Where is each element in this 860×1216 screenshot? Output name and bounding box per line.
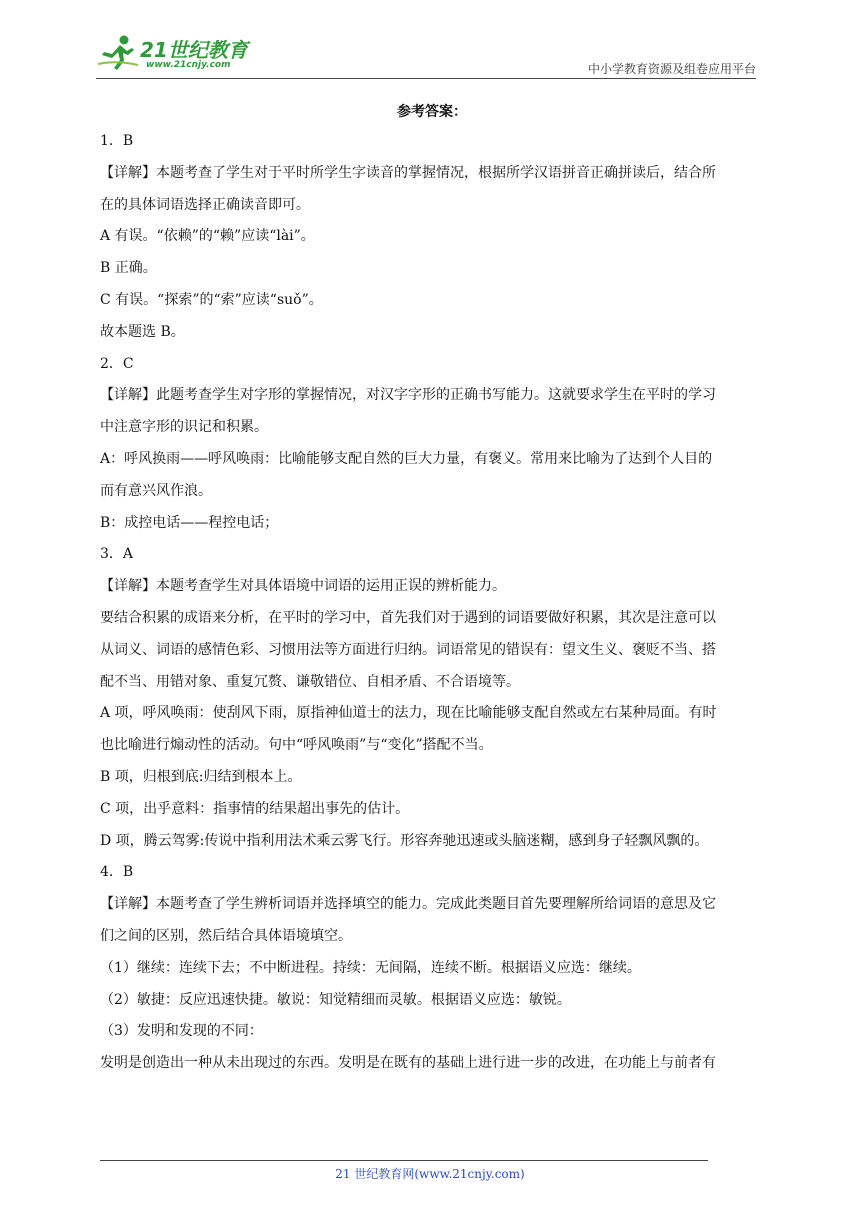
- logo-url-text: www.21cnjy.com: [146, 60, 231, 70]
- text-line: 们之间的区别，然后结合具体语境填空。: [100, 927, 352, 944]
- text-line: B：成控电话——程控电话；: [100, 514, 279, 531]
- text-line: 在的具体词语选择正确读音即可。: [100, 196, 310, 213]
- text-line: 也比喻进行煽动性的活动。句中“呼风唤雨”与“变化”搭配不当。: [100, 737, 493, 754]
- page-header: [96, 30, 756, 78]
- text-line: 4．B: [100, 864, 134, 881]
- header-divider: [96, 78, 756, 79]
- text-line: 1．B: [100, 133, 134, 149]
- text-line: A 项，呼风唤雨：使刮风下雨，原指神仙道士的法力，现在比喻能够支配自然或左右某种局面。有时: [100, 705, 717, 722]
- text-line: B 项，归根到底:归结到根本上。: [100, 768, 302, 785]
- text-line: 配不当、用错对象、重复冗赘、谦敬错位、自相矛盾、不合语境等。: [100, 673, 520, 690]
- runner-logo-icon: [96, 34, 140, 72]
- answer-content: [100, 98, 764, 1080]
- text-line: （2）敏捷：反应迅速快捷。敏说：知觉精细而灵敏。根据语义应选：敏锐。: [100, 991, 571, 1008]
- text-line: （3）发明和发现的不同：: [100, 1023, 263, 1040]
- platform-name: 中小学教育资源及组卷应用平台: [587, 62, 756, 76]
- text-line: A 有误。“依赖”的“赖”应读“lài”。: [100, 228, 315, 245]
- logo: [96, 30, 266, 76]
- answer-lines: [100, 126, 764, 1080]
- text-line: 【详解】此题考查学生对字形的掌握情况，对汉字字形的正确书写能力。这就要求学生在平时的学习: [100, 387, 716, 404]
- text-line: 【详解】本题考查了学生对于平时所学生字读音的掌握情况，根据所学汉语拼音正确拼读后，结合所: [100, 164, 716, 181]
- text-line: 要结合积累的成语来分析，在平时的学习中，首先我们对于遇到的词语要做好积累，其次是注意可以: [100, 609, 716, 626]
- text-line: （1）继续：连续下去；不中断进程。持续：无间隔，连续不断。根据语义应选：继续。: [100, 959, 641, 976]
- footer-source: 21 世纪教育网(www.21cnjy.com): [335, 1167, 525, 1181]
- text-line: 【详解】本题考查学生对具体语境中词语的运用正误的辨析能力。: [100, 578, 506, 595]
- text-line: 3．A: [100, 546, 134, 563]
- text-line: D 项，腾云驾雾:传说中指利用法术乘云雾飞行。形容奔驰迅速或头脑迷糊，感到身子轻飘风飘的。: [100, 832, 709, 849]
- text-line: C 项，出乎意料：指事情的结果超出事先的估计。: [100, 800, 410, 817]
- text-line: 2．C: [100, 355, 134, 372]
- text-line: B 正确。: [100, 260, 157, 277]
- text-line: 从词义、词语的感情色彩、习惯用法等方面进行归纳。词语常见的错误有：望文生义、褒贬不当、搭: [100, 641, 716, 658]
- text-line: 而有意兴风作浪。: [100, 482, 212, 499]
- page-title: 参考答案：: [397, 104, 467, 120]
- footer-divider: [100, 1160, 708, 1161]
- text-line: 【详解】本题考查了学生辨析词语并选择填空的能力。完成此类题目首先要理解所给词语的意思及它: [100, 896, 716, 913]
- logo-main-text: 21世纪教育: [140, 38, 248, 62]
- text-line: 故本题选 B。: [100, 323, 185, 340]
- text-line: 发明是创造出一种从未出现过的东西。发明是在既有的基础上进行进一步的改进，在功能上与前者有: [100, 1055, 716, 1072]
- text-line: A：呼风换雨——呼风唤雨：比喻能够支配自然的巨大力量，有褒义。常用来比喻为了达到个人目的: [100, 450, 713, 467]
- text-line: C 有误。“探索”的“索”应读“suǒ”。: [100, 291, 323, 308]
- text-line: 中注意字形的识记和积累。: [100, 419, 268, 436]
